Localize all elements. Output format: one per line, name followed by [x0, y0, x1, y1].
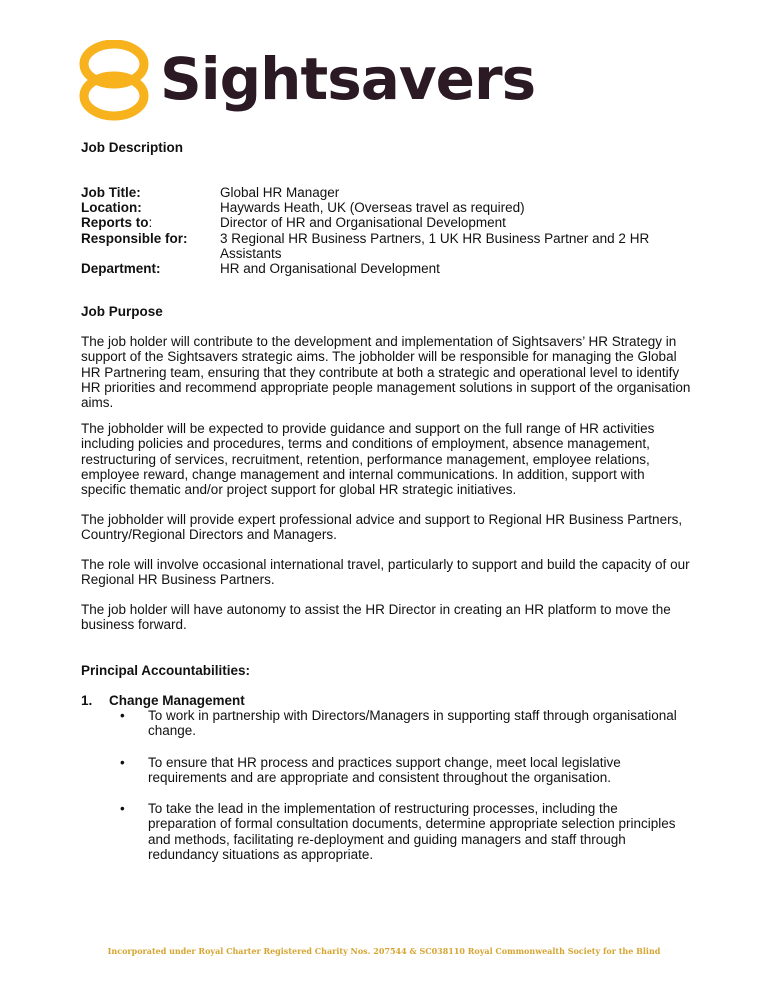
- sightsavers-rings-icon: [76, 40, 156, 122]
- bullet-icon: •: [120, 755, 125, 770]
- list-item: [120, 708, 680, 739]
- page-footer: Incorporated under Royal Charter Registered Charity Nos. 207544 & SC038110 Royal Commonwealth Society for the Blind: [107, 946, 661, 956]
- list-item-text: To take the lead in the implementation of restructuring processes, including the preparation of formal consultation documents, determine appropriate selection principles and methods, facilitating re-deployment and guiding managers and staff through redundancy situations as appropriate.: [148, 801, 676, 862]
- bullet-icon: •: [120, 801, 125, 816]
- principal-accountabilities-heading: Principal Accountabilities:: [81, 663, 251, 678]
- meta-row-department: [81, 261, 701, 276]
- meta-label: Job Title:: [81, 185, 141, 200]
- bullet-icon: •: [120, 708, 125, 723]
- list-item-text: To ensure that HR process and practices support change, meet local legislative requirements and are appropriate and consistent throughout the organisation.: [148, 755, 621, 786]
- meta-row-responsible-for: [81, 231, 701, 261]
- meta-value: Director of HR and Organisational Development: [220, 215, 506, 231]
- meta-row-reports-to: [81, 215, 701, 230]
- meta-row-location: [81, 200, 701, 215]
- meta-value: 3 Regional HR Business Partners, 1 UK HR Business Partner and 2 HR Assistants: [220, 230, 650, 261]
- meta-row-job-title: [81, 185, 701, 200]
- section-change-management: [81, 693, 245, 709]
- meta-label: Department:: [81, 261, 161, 277]
- list-item: [120, 755, 680, 786]
- brand-name: Sightsavers: [160, 45, 536, 113]
- meta-label-wrap: [81, 215, 220, 230]
- paragraph: The role will involve occasional international travel, particularly to support and build the capacity of our Regional HR Business Partners.: [81, 557, 690, 588]
- meta-label: Responsible for:: [81, 230, 188, 246]
- document-heading: Job Description: [81, 140, 184, 155]
- meta-value: HR and Organisational Development: [220, 261, 440, 277]
- meta-label: Reports to: [81, 215, 149, 231]
- job-purpose-heading: Job Purpose: [81, 304, 163, 319]
- paragraph: The job holder will have autonomy to assist the HR Director in creating an HR platform to move the business forward.: [81, 602, 671, 633]
- sightsavers-logo: [76, 40, 536, 122]
- paragraph: The jobholder will provide expert professional advice and support to Regional HR Business Partners, Country/Regional Directors and Managers.: [81, 512, 683, 543]
- meta-label-colon: :: [148, 215, 153, 231]
- paragraph: The job holder will contribute to the development and implementation of Sightsavers’ HR Strategy in support of the Sightsavers strategic aims. The jobholder will be responsible for managing the Global HR Partnering team, ensuring that they contribute at both a strategic and operational level to identify HR priorities and recommend appropriate people management solutions in support of the organisation aims.: [81, 334, 691, 411]
- meta-value: Haywards Heath, UK (Overseas travel as required): [220, 200, 525, 216]
- meta-label: Location:: [81, 200, 142, 216]
- section-number: 1.: [81, 693, 93, 708]
- meta-value: Global HR Manager: [220, 185, 340, 200]
- section-title: Change Management: [109, 693, 245, 708]
- list-item: [120, 801, 680, 862]
- list-item-text: To work in partnership with Directors/Managers in supporting staff through organisational change.: [148, 708, 677, 739]
- job-meta-table: [81, 185, 701, 276]
- paragraph: The jobholder will be expected to provide guidance and support on the full range of HR activities including policies and procedures, terms and conditions of employment, absence management, restructuring of services, recruitment, retention, performance management, employee relations, employee reward, change management and internal communications. In addition, support with specific thematic and/or project support for global HR strategic initiatives.: [81, 421, 655, 498]
